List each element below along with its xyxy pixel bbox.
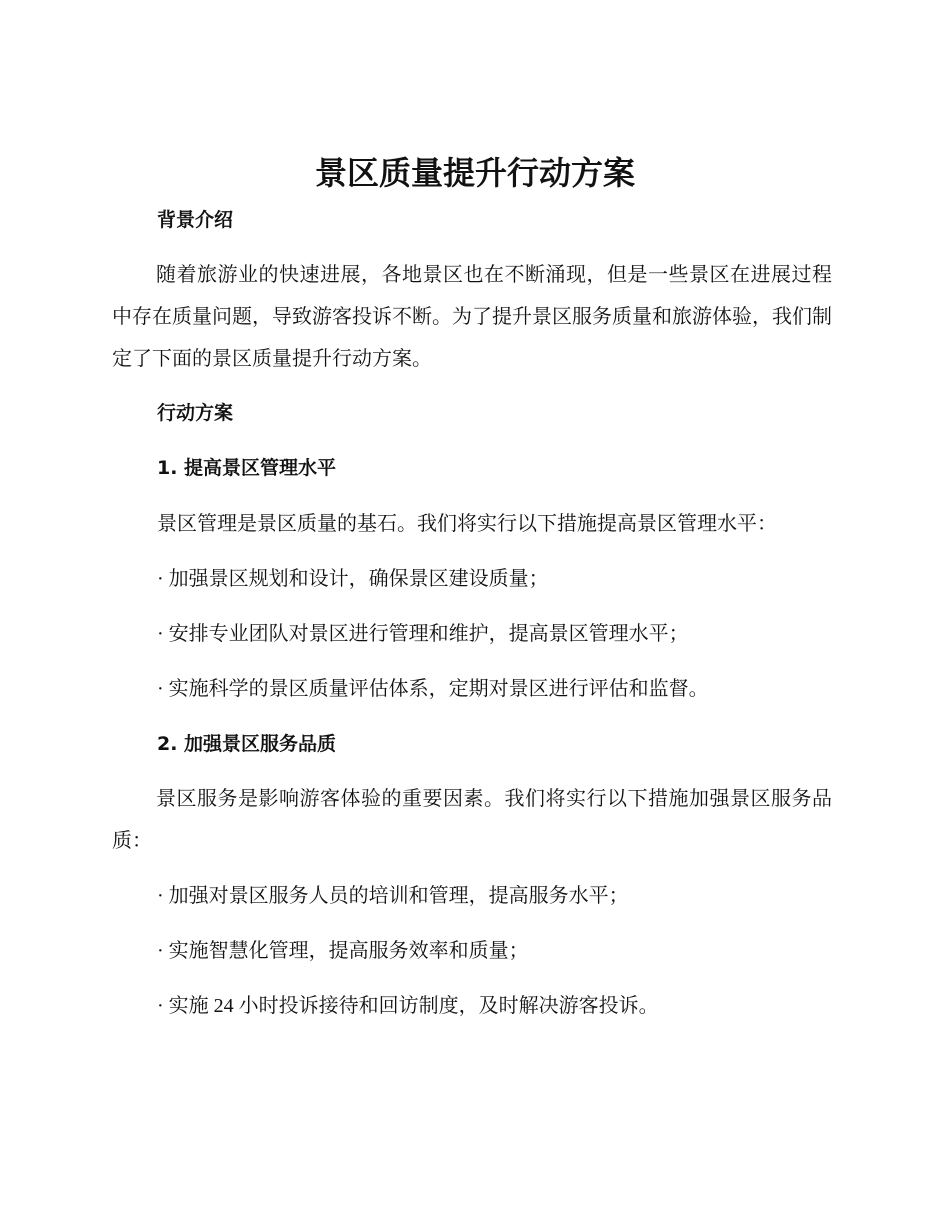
item2-heading: 2. 加强景区服务品质 xyxy=(157,733,337,755)
item1-intro: 景区管理是景区质量的基石。我们将实行以下措施提高景区管理水平： xyxy=(157,513,777,535)
item1-bullet: · 加强景区规划和设计，确保景区建设质量； xyxy=(157,568,549,590)
item2-bullet: · 实施 24 小时投诉接待和回访制度，及时解决游客投诉。 xyxy=(157,995,659,1017)
item2-intro: 景区服务是影响游客体验的重要因素。我们将实行以下措施加强景区服务品质： xyxy=(112,788,832,852)
background-paragraph: 随着旅游业的快速进展，各地景区也在不断涌现，但是一些景区在进展过程中存在质量问题，导致游客投诉不断。为了提升景区服务质量和旅游体验，我们制定了下面的景区质量提升行动方案。 xyxy=(112,264,832,370)
item2-bullet: · 加强对景区服务人员的培训和管理，提高服务水平； xyxy=(157,885,629,907)
item1-bullet: · 实施科学的景区质量评估体系，定期对景区进行评估和监督。 xyxy=(157,678,709,700)
item2-bullet: · 实施智慧化管理，提高服务效率和质量； xyxy=(157,940,529,962)
document-title: 景区质量提升行动方案 xyxy=(314,154,635,192)
section-heading-background: 背景介绍 xyxy=(157,209,234,231)
section-heading-plan: 行动方案 xyxy=(157,402,234,424)
item1-bullet: · 安排专业团队对景区进行管理和维护，提高景区管理水平； xyxy=(157,623,689,645)
item1-heading: 1. 提高景区管理水平 xyxy=(157,457,337,479)
